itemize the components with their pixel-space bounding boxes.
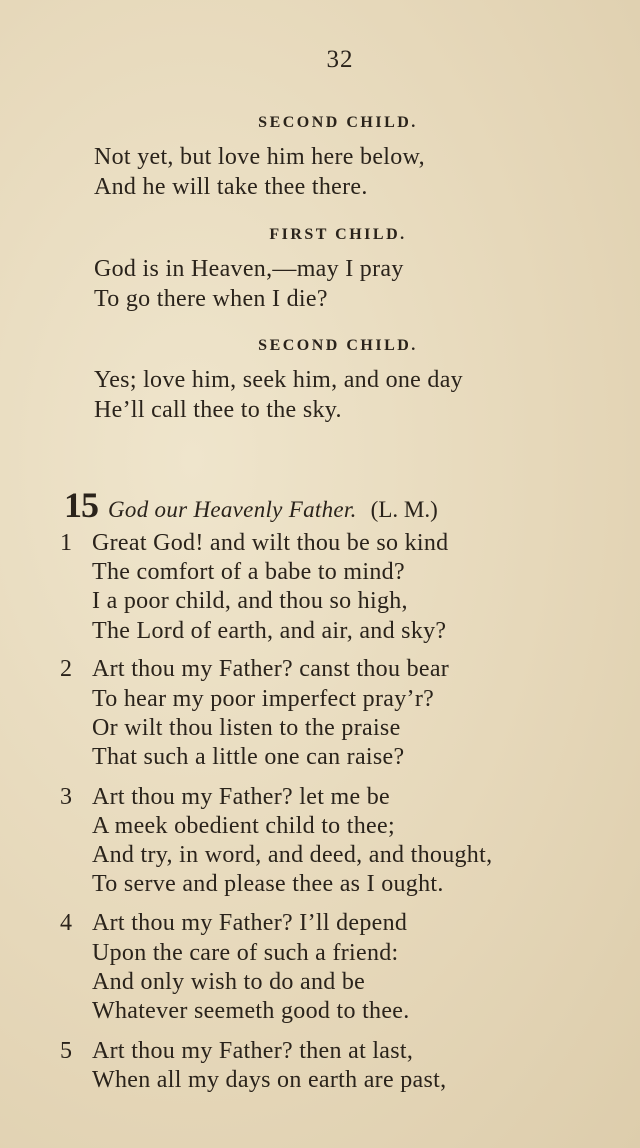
dialogue-line: He’ll call thee to the sky. (94, 397, 342, 423)
verse-number: 4 (60, 910, 72, 936)
speaker-heading: SECOND CHILD. (258, 114, 418, 131)
verse-number: 5 (60, 1038, 72, 1064)
verse-line: To hear my poor imperfect pray’r? (92, 686, 435, 712)
verse-line: Great God! and wilt thou be so kind (92, 530, 449, 556)
verse-line: A meek obedient child to thee; (92, 813, 395, 839)
verse-line: Art thou my Father? then at last, (92, 1038, 414, 1064)
dialogue-line: To go there when I die? (94, 286, 328, 312)
page-number: 32 (326, 46, 354, 73)
verse-line: To serve and please thee as I ought. (92, 871, 444, 897)
verse-number: 3 (60, 784, 72, 810)
verse-line: When all my days on earth are past, (92, 1067, 447, 1093)
dialogue-line: God is in Heaven,—may I pray (94, 256, 404, 282)
verse-line: Art thou my Father? let me be (92, 784, 390, 810)
verse-number: 2 (60, 656, 72, 682)
verse-line: Upon the care of such a friend: (92, 940, 399, 966)
hymn-number: 15 (64, 485, 98, 525)
dialogue-line: And he will take thee there. (94, 174, 368, 200)
verse-number: 1 (60, 530, 72, 556)
verse-line: Art thou my Father? canst thou bear (92, 656, 450, 682)
speaker-heading: FIRST CHILD. (269, 226, 407, 243)
verse-line: The Lord of earth, and air, and sky? (92, 618, 447, 644)
verse-line: The comfort of a babe to mind? (92, 559, 405, 585)
verse-line: I a poor child, and thou so high, (92, 588, 408, 614)
hymn-meter: (L. M.) (370, 497, 438, 522)
dialogue-line: Not yet, but love him here below, (94, 144, 425, 170)
verse-line: Art thou my Father? I’ll depend (92, 910, 408, 936)
verse-line: Whatever seemeth good to thee. (92, 998, 410, 1024)
verse-line: That such a little one can raise? (92, 744, 405, 770)
verse-line: And try, in word, and deed, and thought, (92, 842, 493, 868)
verse-line: And only wish to do and be (92, 969, 366, 995)
dialogue-line: Yes; love him, seek him, and one day (94, 367, 463, 393)
hymn-heading (64, 484, 438, 526)
hymn-title: God our Heavenly Father. (108, 497, 357, 522)
verse-line: Or wilt thou listen to the praise (92, 715, 401, 741)
speaker-heading: SECOND CHILD. (258, 337, 418, 354)
